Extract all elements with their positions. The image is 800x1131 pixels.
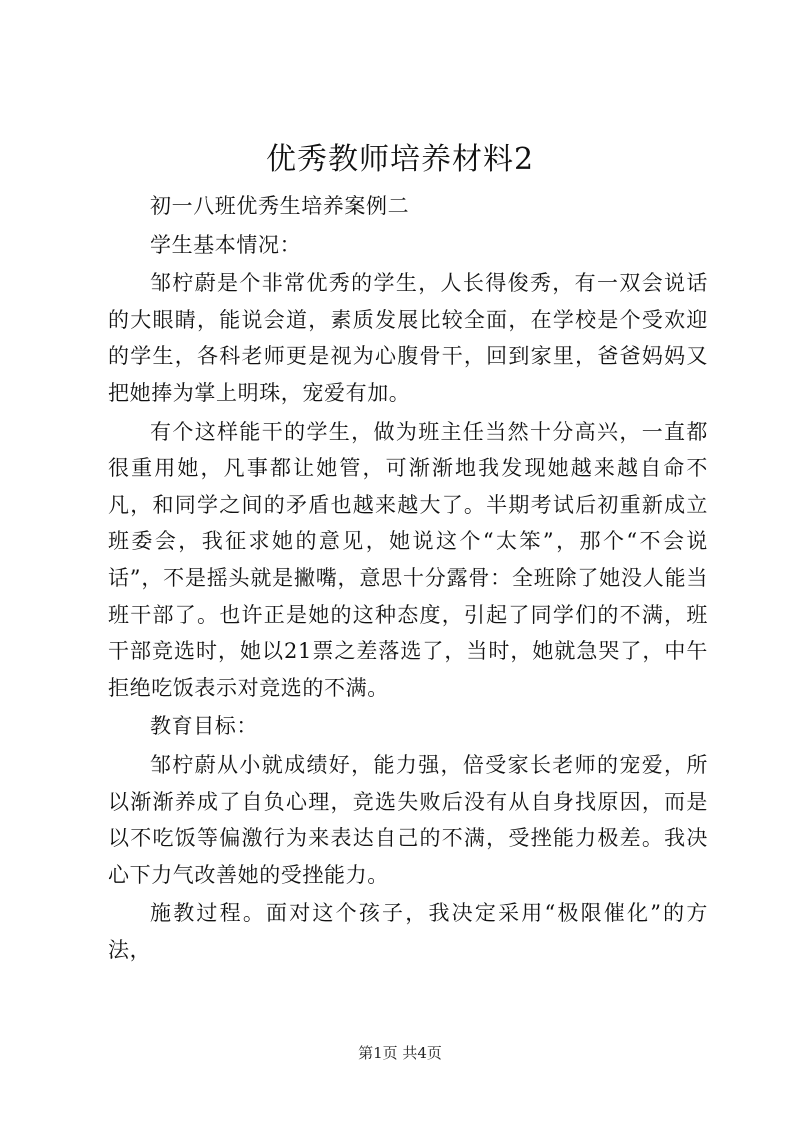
paragraph-case-heading: 初一八班优秀生培养案例二 bbox=[150, 194, 410, 218]
paragraph-problem-description: 有个这样能干的学生，做为班主任当然十分高兴，一直都很重用她，凡事都让她管，可渐渐地我发现她越来越自命不凡，和同学之间的矛盾也越来越大了。半期考试后初重新成立班委会，我征求她的意见，她说这个“太笨”，那个“不会说话”，不是摇头就是撇嘴，意思十分露骨：全班除了她没人能当班干部了。也许正是她的这种态度，引起了同学们的不满，班干部竞选时，她以21票之差落选了，当时，她就急哭了，中午拒绝吃饭表示对竞选的不满。 bbox=[108, 419, 708, 700]
paragraph-goal-description: 邹柠蔚从小就成绩好，能力强，倍受家长老师的宠爱，所以渐渐养成了自负心理，竞选失败后没有从自身找原因，而是以不吃饭等偏激行为来表达自己的不满，受挫能力极差。我决心下力气改善她的受挫能力。 bbox=[108, 752, 708, 887]
paragraph-process-start: 施教过程。面对这个孩子，我决定采用“极限催化”的方法， bbox=[108, 901, 708, 962]
paragraph-goal-heading: 教育目标： bbox=[150, 714, 258, 739]
document-title: 优秀教师培养材料2 bbox=[265, 142, 535, 177]
page-footer: 第1页 共4页 bbox=[358, 1044, 442, 1062]
paragraph-student-description: 邹柠蔚是个非常优秀的学生，人长得俊秀，有一双会说话的大眼睛，能说会道，素质发展比较全面，在学校是个受欢迎的学生，各科老师更是视为心腹骨干，回到家里，爸爸妈妈又把她捧为掌上明珠，宠爱有加。 bbox=[108, 271, 708, 405]
paragraph-student-info-heading: 学生基本情况： bbox=[150, 232, 302, 257]
document-body bbox=[108, 188, 708, 970]
